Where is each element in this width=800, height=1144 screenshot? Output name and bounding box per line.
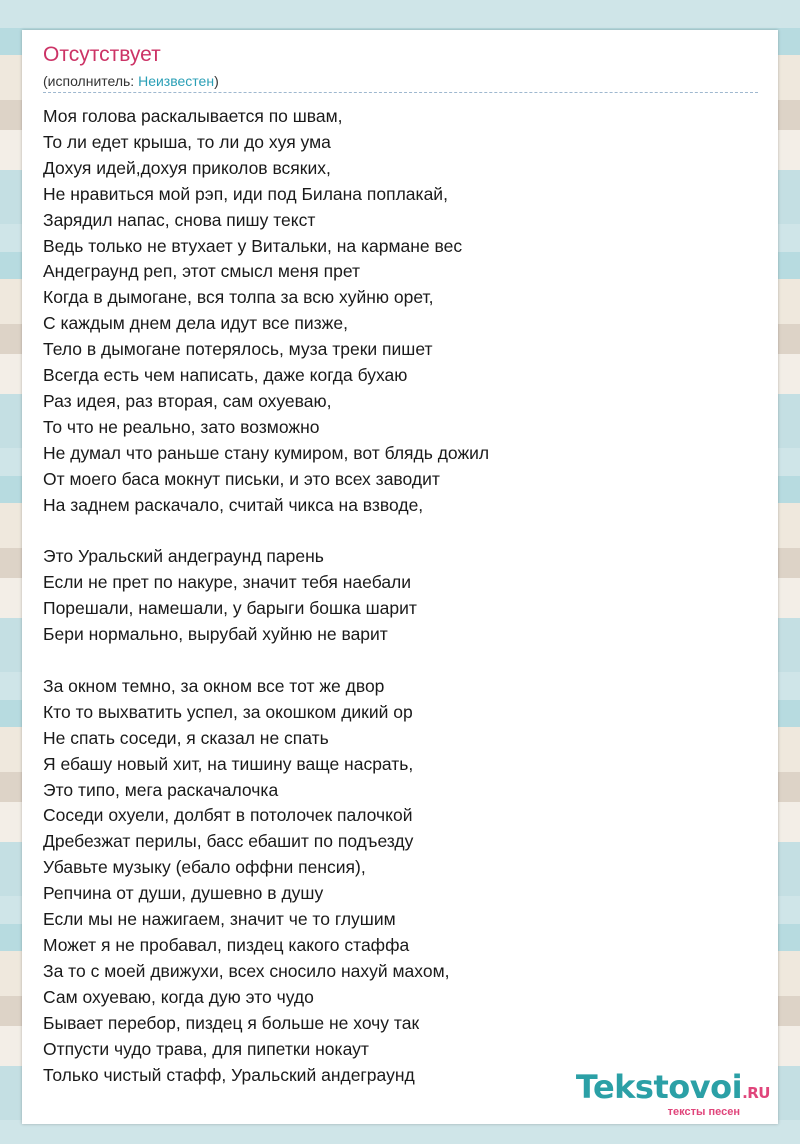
title-divider [43,92,758,93]
lyric-line: От моего баса мокнут письки, и это всех заводит [43,468,440,489]
lyric-line: Это Уральский андеграунд парень [43,546,324,567]
lyric-line: Когда в дымогане, вся толпа за всю хуйню орет, [43,287,434,308]
lyric-line: Не нравиться мой рэп, иди под Билана поплакай, [43,183,448,204]
artist-suffix: ) [214,73,219,89]
lyric-line: Дохуя идей,дохуя приколов всяких, [43,157,331,178]
lyric-line: Соседи охуели, долбят в потолочек палочкой [43,805,413,826]
lyric-line: Ведь только не втухает у Витальки, на кармане вес [43,235,463,256]
lyric-line: За то с моей движухи, всех сносило нахуй махом, [43,960,450,981]
lyric-line: Я ебашу новый хит, на тишину ваще насрать, [43,753,414,774]
lyric-line: Если мы не нажигаем, значит че то глушим [43,909,396,930]
lyric-line: На заднем раскачало, считай чикса на взводе, [43,494,424,515]
lyric-line: То что не реально, зато возможно [43,416,320,437]
lyric-line: Не спать соседи, я сказал не спать [43,727,329,748]
logo-wordmark [576,1070,770,1110]
lyrics-stanza [43,674,763,1089]
lyric-line: Тело в дымогане потерялось, муза треки пишет [43,339,433,360]
song-title: Отсутствует [43,43,161,66]
lyric-line: Андеграунд реп, этот смысл меня прет [43,261,360,282]
lyric-line: Сам охуеваю, когда дую это чудо [43,986,314,1007]
lyric-line: За окном темно, за окном все тот же двор [43,675,385,696]
lyric-line: Всегда есть чем написать, даже когда бухаю [43,365,408,386]
lyrics-body [43,104,763,1114]
lyric-line: Зарядил напас, снова пишу текст [43,209,316,230]
logo-tld: .RU [742,1084,770,1102]
lyric-line: Раз идея, раз вторая, сам охуеваю, [43,390,332,411]
lyric-line: То ли едет крыша, то ли до хуя ума [43,131,331,152]
artist-line [43,73,219,89]
lyric-line: Порешали, намешали, у барыги бошка шарит [43,598,417,619]
lyric-line: С каждым днем дела идут все пизже, [43,313,348,334]
logo-name: Tekstovoi [575,1068,743,1106]
lyric-line: Кто то выхватить успел, за окошком дикий ор [43,701,413,722]
lyric-line: Только чистый стафф, Уральский андеграунд [43,1064,415,1085]
lyrics-stanza [43,104,763,519]
lyric-line: Бери нормально, вырубай хуйню не варит [43,624,388,645]
artist-link[interactable]: Неизвестен [138,73,215,89]
lyric-line: Это типо, мега раскачалочка [43,779,279,800]
logo-tagline: тексты песен [667,1106,740,1118]
lyric-line: Убавьте музыку (ебало оффни пенсия), [43,857,366,878]
lyric-line: Моя голова раскалывается по швам, [43,106,343,126]
lyric-line: Не думал что раньше стану кумиром, вот блядь дожил [43,442,490,463]
lyric-line: Бывает перебор, пиздец я больше не хочу так [43,1012,420,1033]
lyric-line: Если не прет по накуре, значит тебя наебали [43,572,412,593]
lyric-line: Репчина от души, душевно в душу [43,883,324,904]
site-logo[interactable] [576,1070,770,1118]
lyric-line: Может я не пробавал, пиздец какого стаффа [43,934,410,955]
lyric-line: Дребезжат перилы, басс ебашит по подъезду [43,831,414,852]
lyrics-stanza [43,544,763,648]
lyric-line: Отпусти чудо трава, для пипетки нокаут [43,1038,369,1059]
artist-prefix: (исполнитель: [43,73,139,89]
lyrics-card [22,30,778,1124]
